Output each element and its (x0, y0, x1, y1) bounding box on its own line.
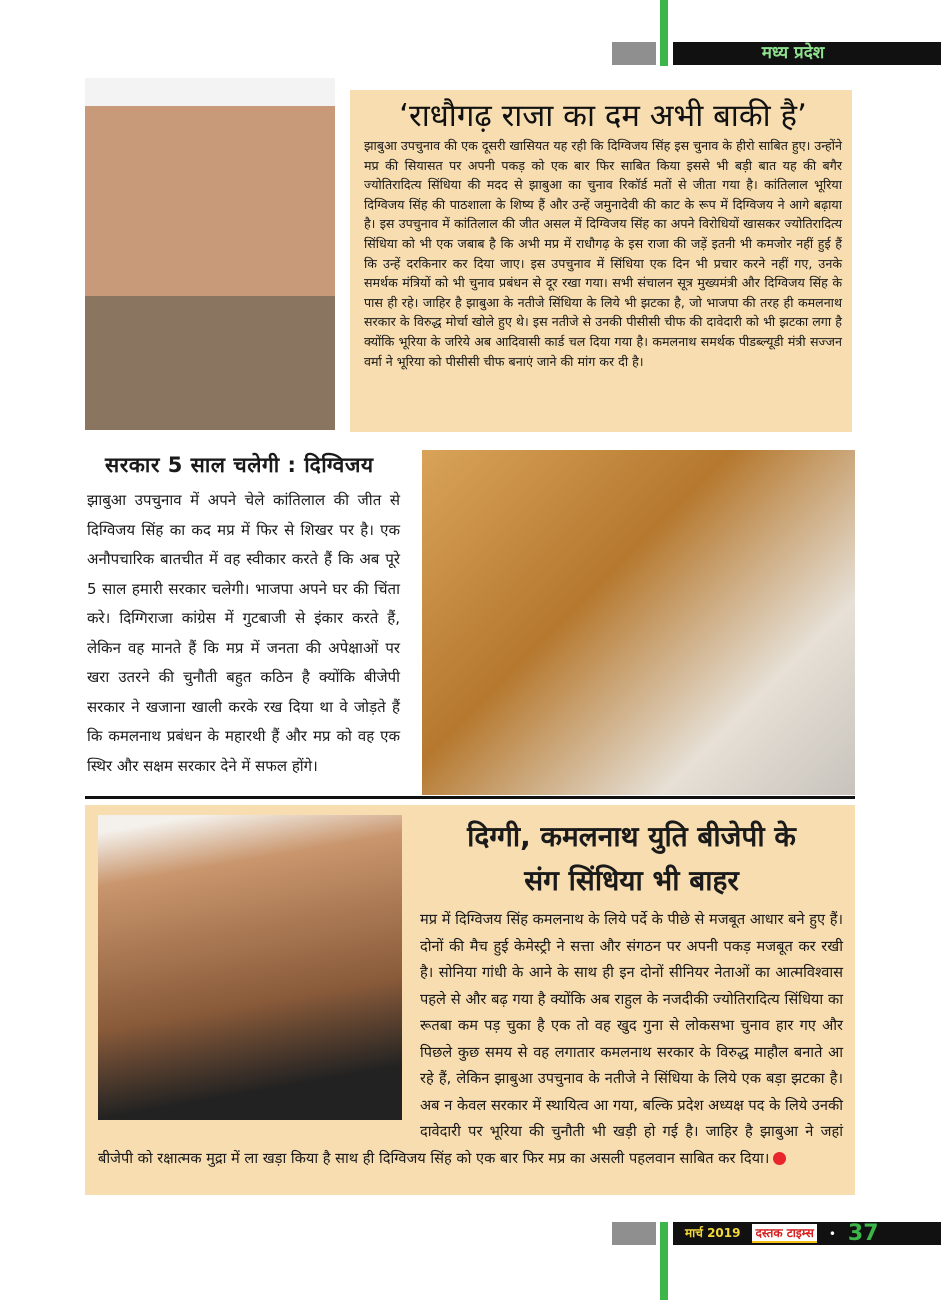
article-radhogarh (350, 90, 852, 432)
magazine-logo: दस्तक टाइम्स (752, 1224, 816, 1243)
section-header (673, 42, 941, 65)
photo-digvijay-singh (422, 450, 855, 795)
footer-gray-block (612, 1222, 656, 1245)
separator: • (828, 1226, 836, 1241)
section-title: मध्य प्रदेश (761, 43, 825, 63)
photo-kantilal-bhuria (85, 78, 335, 430)
header-green-bar (660, 0, 668, 66)
article-scindia (85, 805, 855, 1195)
photo-jyotiraditya-scindia (98, 815, 402, 1120)
page-number: 37 (847, 1221, 879, 1246)
end-mark-icon (773, 1152, 786, 1165)
issue-date: मार्च 2019 (685, 1226, 741, 1240)
article-body: झाबुआ उपचुनाव में अपने चेले कांतिलाल की जीत से दिग्विजय सिंह का कद मप्र में फिर से शिखर पर है। एक अनौपचारिक बातचीत में वह स्वीकार करते हैं कि अब पूरे 5 साल हमारी सरकार चलेगी। भाजपा अपने घर की चिंता करे। दिग्गिराजा कांग्रेस में गुटबाजी से इंकार करते हैं, लेकिन वह मानते हैं कि मप्र में जनता की अपेक्षाओं पर खरा उतरने की चुनौती बहुत कठिन है क्योंकि बीजेपी सरकार ने खजाना खाली करके रख दिया था वे जोड़ते हैं कि कमलनाथ प्रबंधन के महारथी हैं और मप्र को वह एक स्थिर और सक्षम सरकार देने में सफल होंगे। (87, 491, 400, 775)
title-line-2: संग सिंधिया भी बाहर (524, 864, 739, 897)
title-line-1: दिग्गी, कमलनाथ युति बीजेपी के (467, 820, 796, 853)
header-gray-block (612, 42, 656, 65)
divider (85, 796, 855, 799)
article-body: झाबुआ उपचुनाव की एक दूसरी खासियत यह रही कि दिग्विजय सिंह इस चुनाव के हीरो साबित हुए। उन्होंने मप्र की सियासत पर अपनी पकड़ को एक बार फिर साबित किया इससे भी बड़ी बात यह की बगैर ज्योतिरादित्य सिंधिया की मदद से झाबुआ का चुनाव रिकॉर्ड मतों से जीता गया है। कांतिलाल भूरिया दिग्विजय सिंह की पाठशाला के शिष्य हैं और उन्हें जमुनादेवी की काट के रूप में दिग्विजय ने आगे बढ़ाया है। इस उपचुनाव में कांतिलाल की जीत असल में दिग्विजय सिंह का अपने विरोधियों खासकर ज्योतिरादित्य सिंधिया को भी एक जबाब है कि अभी मप्र में राधौगढ़ के इस राजा की जड़ें इतनी भी कमजोर नहीं हुई हैं कि उन्हें दरकिनार कर दिया जाए। इस उपचुनाव में सिंधिया एक दिन भी प्रचार करने नहीं गए, उनके समर्थक मंत्रियों को भी चुनाव प्रबंधन से दूर रखा गया। सभी संचालन सूत्र मुख्यमंत्री और दिग्विजय सिंह के पास ही रहे। जाहिर है झाबुआ के नतीजे सिंधिया के लिये भी झटका है, जो भाजपा की तरह ही कमलनाथ सरकार के विरुद्ध मोर्चा खोले हुए थे। इस नतीजे से उनकी पीसीसी चीफ की दावेदारी को भी झटका लगा है क्योंकि भूरिया के जरिये अब आदिवासी कार्ड चल दिया गया है। कमलनाथ समर्थक पीडब्ल्यूडी मंत्री सज्जन वर्मा ने भूरिया को पीसीसी चीफ बनाएं जाने की मांग कर दी है। (364, 138, 842, 369)
footer-bar (673, 1222, 941, 1245)
article-title: सरकार 5 साल चलेगी : दिग्विजय (105, 453, 374, 477)
footer-green-bar (660, 1222, 668, 1300)
article-body: मप्र में दिग्विजय सिंह कमलनाथ के लिये पर्दे के पीछे से मजबूत आधार बने हुए हैं। दोनों की मैच हुई केमेस्ट्री ने सत्ता और संगठन पर अपनी पकड़ मजबूत कर रखी है। सोनिया गांधी के आने के साथ ही इन दोनों सीनियर नेताओं का आत्मविश्वास पहले से और बढ़ गया है क्योंकि अब राहुल के नजदीकी ज्योतिरादित्य सिंधिया का रूतबा कम पड़ चुका है एक तो वह खुद गुना से लोकसभा चुनाव हार गए और पिछले कुछ समय से वह लगातार कमलनाथ सरकार के विरुद्ध माहौल बनाते आ रहे हैं, लेकिन झाबुआ उपचुनाव के नतीजे ने सिंधिया के लिये एक बड़ा झटका है। अब न केवल सरकार में स्थायित्व आ गया, बल्कि प्रदेश अध्यक्ष पद के लिये उनकी दावेदारी पर भूरिया की चुनौती भी खड़ी हो गई है। जाहिर है झाबुआ ने जहां बीजेपी को रक्षात्मक मुद्रा में ला खड़ा किया है साथ ही दिग्विजय सिंह को एक बार फिर मप्र का असली पहलवान साबित कर दिया। (98, 911, 843, 1167)
article-title: ‘राधौगढ़ राजा का दम अभी बाकी है’ (399, 98, 807, 134)
